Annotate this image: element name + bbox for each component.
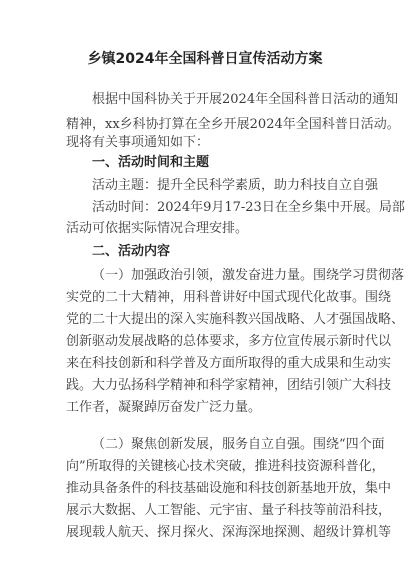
document-title: 乡镇2024年全国科普日宣传活动方案	[87, 51, 323, 67]
section1-line-3: 活动可依据实际情况合理安排。	[66, 221, 249, 236]
intro-line-1: 根据中国科协关于开展2024年全国科普日活动的通知	[92, 92, 399, 107]
para1-line-6: 践。大力弘扬科学精神和科学家精神，团结引领广大科技	[66, 378, 392, 393]
para1-line-4: 创新驱动发展战略的总体要求，多方位宣传展示新时代以	[66, 334, 392, 349]
intro-line-2: 精神，xx乡科协打算在全乡开展2024年全国科普日活动。	[66, 117, 400, 132]
para1-line-2: 实党的二十大精神，用科普讲好中国式现代化故事。围绕	[66, 290, 392, 305]
section1-line-2: 活动时间：2024年9月17-23日在全乡集中开展。局部	[92, 200, 405, 215]
para2-line-4: 展示大数据、人工智能、元宇宙、量子科技等前沿科技，	[66, 503, 392, 518]
section1-line-1: 活动主题：提升全民科学素质，助力科技自立自强	[92, 178, 379, 193]
para2-line-2: 向”所取得的关键核心技术突破，推进科技资源科普化，	[66, 459, 385, 474]
para2-line-3: 推动具备条件的科技基础设施和科技创新基地开放，集中	[66, 481, 392, 496]
para1-line-5: 来在科技创新和科学普及方面所取得的重大成果和生动实	[66, 356, 392, 371]
para1-line-3: 党的二十大提出的深入实施科教兴国战略、人才强国战略、	[66, 312, 405, 327]
para2-line-1: （二）聚焦创新发展，服务自立自强。围绕“四个面	[92, 437, 385, 452]
section2-heading: 二、活动内容	[92, 244, 171, 259]
para2-line-5: 展现载人航天、探月探火、深海深地探测、超级计算机等	[66, 525, 392, 540]
para1-line-1: （一）加强政治引领，激发奋进力量。围绕学习贯彻落	[92, 268, 405, 283]
section1-heading: 一、活动时间和主题	[92, 155, 210, 170]
intro-line-3: 现将有关事项通知如下：	[66, 135, 210, 150]
para1-line-7: 工作者，凝聚踔厉奋发广泛力量。	[66, 400, 262, 415]
